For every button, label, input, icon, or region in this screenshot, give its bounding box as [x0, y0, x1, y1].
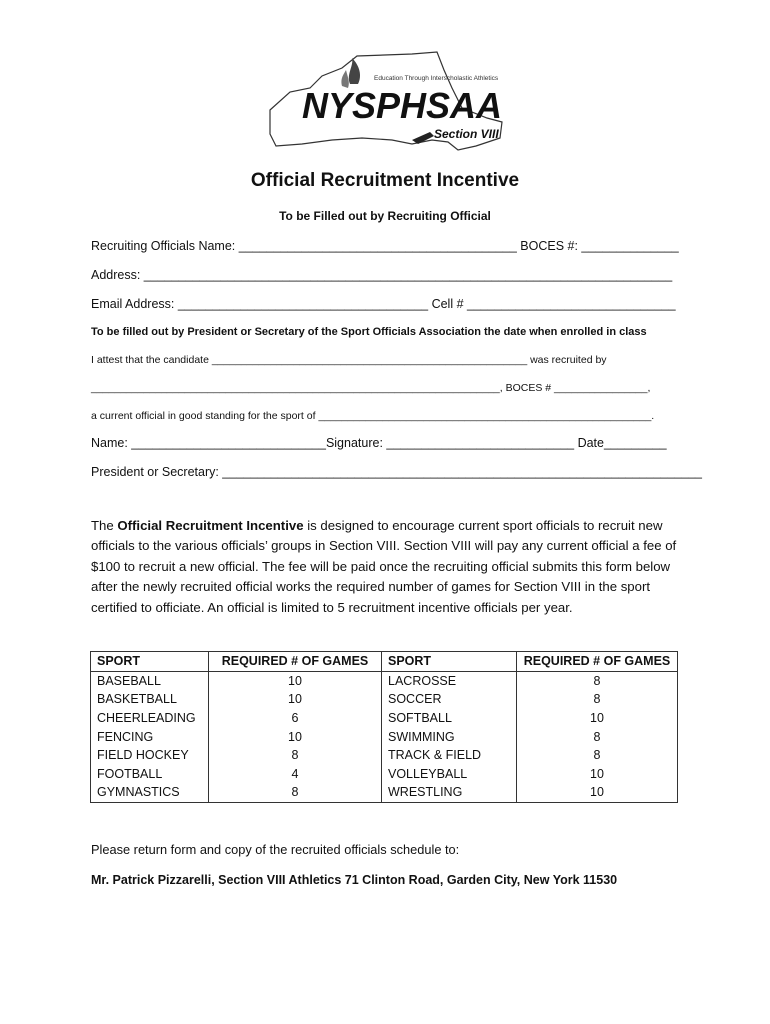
table-header-row [91, 652, 678, 672]
page-title: Official Recruitment Incentive [250, 170, 520, 191]
table-cell: SOCCER [382, 690, 517, 709]
president-section-heading: To be filled out by President or Secretary of the Sport Officials Association the date when enrolled in class [91, 326, 647, 338]
logo-section: Section VIII [434, 127, 499, 141]
table-header: REQUIRED # OF GAMES [209, 652, 382, 672]
table-cell: 10 [517, 783, 678, 802]
page-subtitle: To be Filled out by Recruiting Official [279, 209, 491, 223]
table-cell: 10 [517, 709, 678, 728]
logo-wordmark: NYSPHSAA [302, 85, 503, 126]
table-cell: GYMNASTICS [91, 783, 209, 802]
table-cell: BASEBALL [91, 671, 209, 690]
table-row [91, 765, 678, 784]
table-cell: 10 [209, 671, 382, 690]
table-row [91, 690, 678, 709]
table-cell: CHEERLEADING [91, 709, 209, 728]
table-cell: BASKETBALL [91, 690, 209, 709]
name-signature-date-line[interactable]: Name: ____________________________Signature: ___________________________ Date_________ [91, 436, 667, 450]
table-cell: 10 [517, 765, 678, 784]
table-header: SPORT [91, 652, 209, 672]
table-cell: WRESTLING [382, 783, 517, 802]
table-cell: TRACK & FIELD [382, 746, 517, 765]
table-cell: FIELD HOCKEY [91, 746, 209, 765]
incentive-bold-term: Official Recruitment Incentive [117, 518, 304, 533]
table-cell: 8 [209, 746, 382, 765]
logo-tagline: Education Through Interscholastic Athletics [374, 75, 499, 82]
recruited-by-line[interactable]: ______________________________________________________________________, BOCES # ________________, [91, 382, 651, 394]
table-cell: FENCING [91, 727, 209, 746]
return-instructions: Please return form and copy of the recruited officials schedule to: [91, 842, 460, 857]
table-cell: 8 [517, 671, 678, 690]
table-cell: 4 [209, 765, 382, 784]
table-cell: 8 [517, 746, 678, 765]
table-cell: SOFTBALL [382, 709, 517, 728]
table-row [91, 783, 678, 802]
table-header: SPORT [382, 652, 517, 672]
table-cell: SWIMMING [382, 727, 517, 746]
required-games-table [90, 651, 678, 803]
table-row [91, 671, 678, 690]
table-cell: 10 [209, 727, 382, 746]
table-row [91, 746, 678, 765]
attest-line[interactable]: I attest that the candidate ______________________________________________________ was recruited by [91, 354, 607, 366]
table-cell: FOOTBALL [91, 765, 209, 784]
sport-standing-line[interactable]: a current official in good standing for the sport of _________________________________________________________. [91, 410, 655, 422]
incentive-description: The Official Recruitment Incentive is designed to encourage current sport officials to recruit new officials to the various officials’ groups in Section VIII. Section VIII will pay any current official a fee of $100 to recruit a new official. The fee will be paid once the recruiting official submits this form below after the newly recruited official works the required number of games for Section VIII in the sport certified to officiate. An official is limited to 5 recruitment incentive officials per year. [91, 518, 677, 615]
table-header: REQUIRED # OF GAMES [517, 652, 678, 672]
recruiting-official-name-line[interactable]: Recruiting Officials Name: ________________________________________ BOCES #: ______________ [91, 239, 679, 253]
table-row [91, 709, 678, 728]
table-cell: 6 [209, 709, 382, 728]
address-line[interactable]: Address: ____________________________________________________________________________ [91, 268, 673, 282]
table-cell: 8 [517, 727, 678, 746]
table-cell: 8 [517, 690, 678, 709]
mailing-address: Mr. Patrick Pizzarelli, Section VIII Athletics 71 Clinton Road, Garden City, New York 11530 [91, 873, 618, 887]
table-cell: 10 [209, 690, 382, 709]
table-row [91, 727, 678, 746]
email-cell-line[interactable]: Email Address: ____________________________________ Cell # ______________________________ [91, 297, 676, 311]
nysphsaa-logo [262, 48, 510, 158]
president-secretary-line[interactable]: President or Secretary: _____________________________________________________________________ [91, 465, 702, 479]
table-cell: LACROSSE [382, 671, 517, 690]
table-cell: 8 [209, 783, 382, 802]
table-cell: VOLLEYBALL [382, 765, 517, 784]
